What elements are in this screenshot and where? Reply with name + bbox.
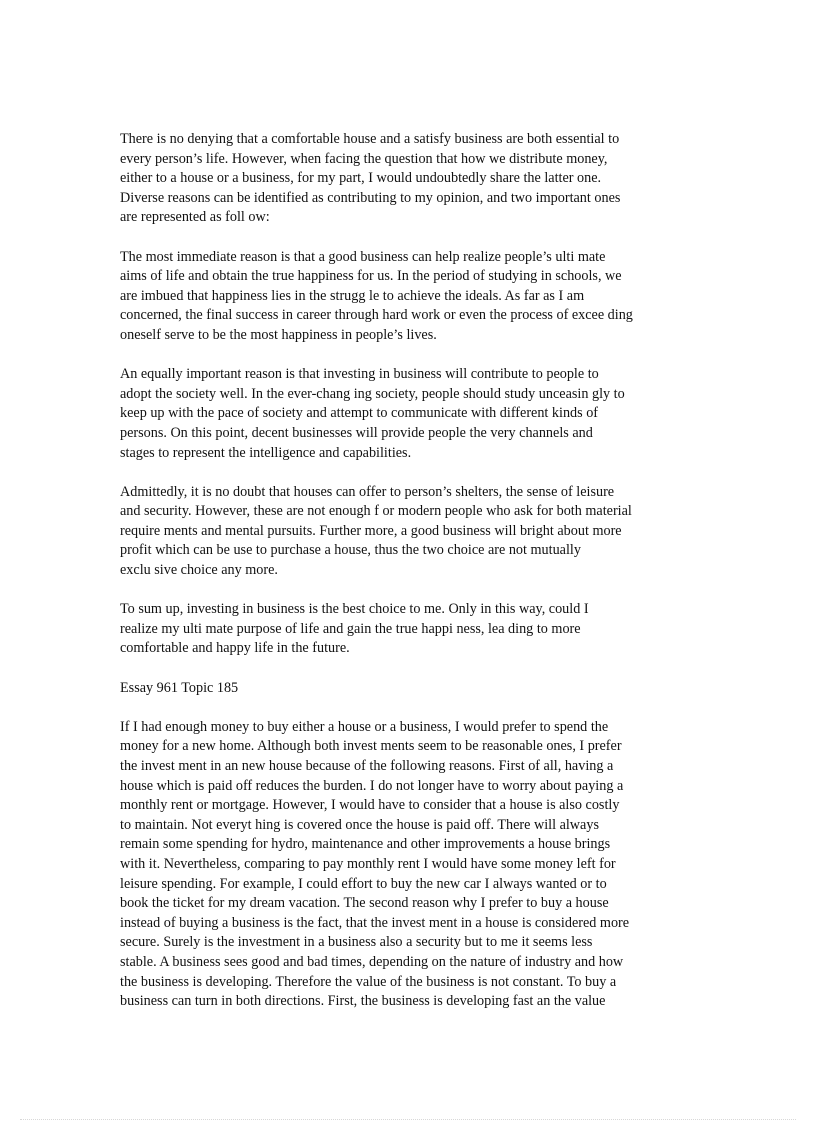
paragraph	[120, 483, 700, 581]
text-line: If I had enough money to buy either a house or a business, I would prefer to spend the	[120, 718, 609, 735]
text-line: The most immediate reason is that a good business can help realize people’s ulti mate	[120, 248, 606, 265]
text-line: An equally important reason is that investing in business will contribute to people to	[120, 366, 599, 383]
text-line: Admittedly, it is no doubt that houses can offer to person’s shelters, the sense of leisure	[120, 483, 615, 500]
text-line: exclu sive choice any more.	[120, 562, 278, 579]
text-line: Diverse reasons can be identified as contributing to my opinion, and two important ones	[120, 189, 621, 206]
text-line: house which is paid off reduces the burden. I do not longer have to worry about paying a	[120, 777, 624, 794]
page-bottom-edge	[20, 1119, 796, 1120]
document-body	[120, 130, 700, 1031]
text-line: book the ticket for my dream vacation. The second reason why I prefer to buy a house	[120, 895, 609, 912]
text-line: the business is developing. Therefore the value of the business is not constant. To buy a	[120, 973, 617, 990]
text-line: business can turn in both directions. First, the business is developing fast an the value	[120, 993, 606, 1010]
text-line: either to a house or a business, for my part, I would undoubtedly share the latter one.	[120, 170, 602, 187]
paragraph	[120, 600, 700, 659]
paragraph	[120, 365, 700, 463]
text-line: There is no denying that a comfortable house and a satisfy business are both essential to	[120, 131, 620, 147]
text-line: instead of buying a business is the fact, that the invest ment in a house is considered more	[120, 914, 630, 931]
text-line: and security. However, these are not enough f or modern people who ask for both material	[120, 503, 632, 520]
text-line: remain some spending for hydro, maintenance and other improvements a house brings	[120, 836, 611, 853]
text-line: adopt the society well. In the ever-chang ing society, people should study unceasin gly to	[120, 385, 625, 402]
text-line: require ments and mental pursuits. Further more, a good business will bright about more	[120, 522, 622, 539]
text-line: To sum up, investing in business is the best choice to me. Only in this way, could I	[120, 601, 589, 618]
text-line: money for a new home. Although both invest ments seem to be reasonable ones, I prefer	[120, 738, 622, 755]
paragraph	[120, 130, 700, 228]
paragraph	[120, 248, 700, 346]
text-line: keep up with the pace of society and attempt to communicate with different kinds of	[120, 405, 599, 422]
text-line: concerned, the final success in career through hard work or even the process of excee ding	[120, 307, 633, 324]
text-line: stages to represent the intelligence and capabilities.	[120, 444, 412, 461]
text-line: are represented as foll ow:	[120, 209, 270, 226]
text-line: monthly rent or mortgage. However, I would have to consider that a house is also costly	[120, 797, 620, 814]
text-line: profit which can be use to purchase a house, thus the two choice are not mutually	[120, 542, 581, 559]
text-line: are imbued that happiness lies in the strugg le to achieve the ideals. As far as I am	[120, 287, 585, 304]
text-line: realize my ulti mate purpose of life and gain the true happi ness, lea ding to more	[120, 620, 581, 637]
text-line: secure. Surely is the investment in a business also a security but to me it seems less	[120, 934, 593, 951]
text-line: every person’s life. However, when facing the question that how we distribute money,	[120, 150, 608, 167]
paragraph	[120, 718, 700, 1012]
text-line: oneself serve to be the most happiness in people’s lives.	[120, 326, 437, 343]
text-line: Essay 961 Topic 185	[120, 679, 239, 696]
text-line: aims of life and obtain the true happiness for us. In the period of studying in schools, we	[120, 268, 622, 285]
text-line: with it. Nevertheless, comparing to pay monthly rent I would have some money left for	[120, 855, 616, 872]
text-line: persons. On this point, decent businesses will provide people the very channels and	[120, 424, 593, 441]
text-line: comfortable and happy life in the future.	[120, 640, 350, 657]
text-line: stable. A business sees good and bad times, depending on the nature of industry and how	[120, 953, 624, 970]
text-line: leisure spending. For example, I could effort to buy the new car I always wanted or to	[120, 875, 607, 892]
text-line: to maintain. Not everyt hing is covered once the house is paid off. There will always	[120, 816, 599, 833]
paragraph	[120, 679, 700, 699]
text-line: the invest ment in an new house because of the following reasons. First of all, having a	[120, 758, 614, 774]
